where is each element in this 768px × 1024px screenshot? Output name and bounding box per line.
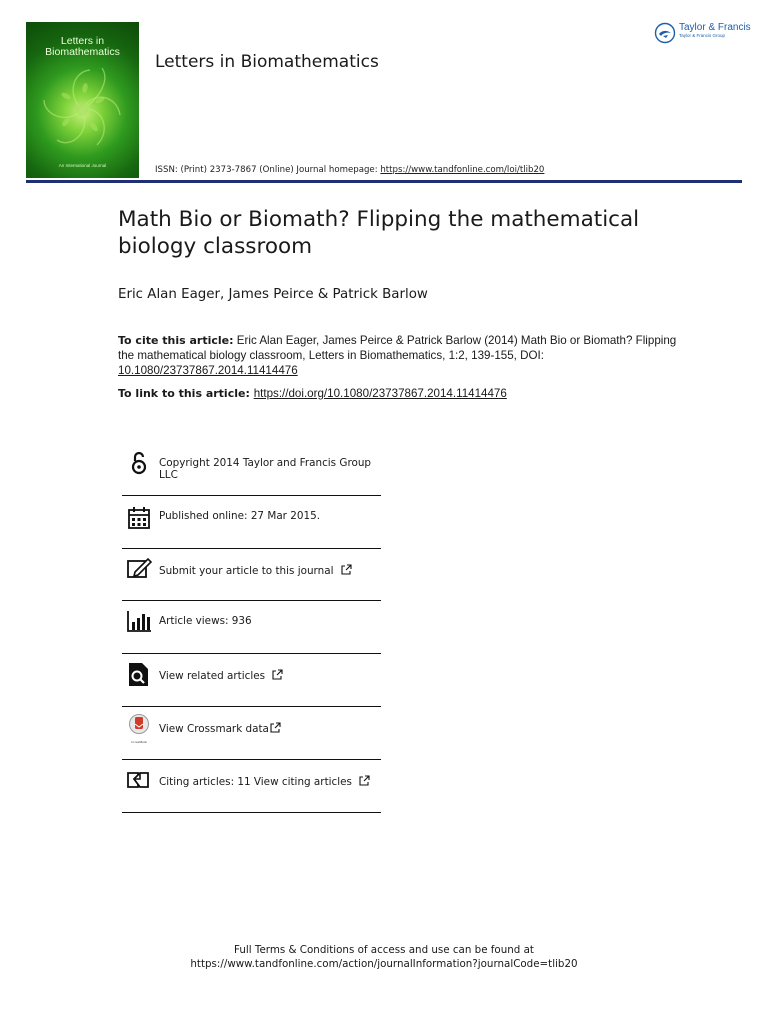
issn-line: [155, 165, 544, 175]
view-related-label: View related articles: [159, 670, 266, 682]
view-related-link[interactable]: [159, 669, 374, 682]
citing-row[interactable]: [122, 760, 381, 813]
calendar-icon: [126, 505, 152, 531]
cover-title-line1: Letters in: [60, 35, 105, 47]
cover-subtitle: An International Journal: [58, 163, 107, 168]
journal-title: Letters in Biomathematics: [155, 52, 379, 72]
cover-title-line2: Biomathematics: [45, 46, 120, 58]
terms-footer: [0, 943, 768, 971]
citing-articles-link[interactable]: [159, 775, 374, 788]
article-link-block: [118, 387, 678, 400]
external-link-icon: [359, 775, 370, 786]
cite-text: Eric Alan Eager, James Peirce & Patrick Barlow (2014) Math Bio or Biomath? Flipping the mathematical biology classroom, Letters in Biomathematics, 1:2, 139-155, DOI:: [118, 334, 677, 362]
terms-link[interactable]: https://www.tandfonline.com/action/journalInformation?journalCode=tlib20: [190, 958, 578, 970]
bar-chart-icon: [126, 608, 152, 634]
cite-label: To cite this article:: [118, 334, 234, 347]
edit-pencil-icon: [126, 556, 152, 582]
open-access-icon: [126, 450, 152, 476]
cover-title: [26, 36, 139, 58]
published-date: Published online: 27 Mar 2015.: [159, 510, 321, 522]
link-label: To link to this article:: [118, 387, 254, 400]
submit-article-link[interactable]: [159, 564, 374, 577]
doi-link[interactable]: 10.1080/23737867.2014.11414476: [118, 364, 298, 377]
crossmark-icon: [126, 713, 152, 739]
external-link-icon: [270, 722, 281, 733]
external-link-icon: [272, 669, 283, 680]
crossmark-row[interactable]: [122, 707, 381, 760]
external-link-icon: [341, 564, 352, 575]
document-search-icon: [126, 661, 152, 687]
publisher-name: Taylor & Francis: [679, 22, 751, 33]
article-doi-url[interactable]: https://doi.org/10.1080/23737867.2014.11414476: [253, 387, 507, 400]
copyright-row: [122, 443, 381, 496]
related-row[interactable]: [122, 654, 381, 707]
cover-spiral-art: [32, 60, 132, 160]
article-views: Article views: 936: [159, 615, 252, 627]
views-row: [122, 601, 381, 654]
taylor-francis-logo-icon: [654, 22, 676, 44]
submit-row[interactable]: [122, 549, 381, 601]
citing-articles-label: Citing articles: 11 View citing articles: [159, 776, 352, 788]
copyright-text: Copyright 2014 Taylor and Francis Group LLC: [159, 457, 372, 481]
published-row: [122, 496, 381, 549]
publisher-group: Taylor & Francis Group: [679, 33, 726, 38]
citing-articles-icon: [126, 767, 152, 793]
article-title: Math Bio or Biomath? Flipping the mathematical biology classroom: [118, 207, 640, 259]
citation-block: [118, 333, 678, 378]
crossmark-logo-text: CrossMark: [131, 740, 147, 744]
footer-line1: Full Terms & Conditions of access and use can be found at: [234, 944, 534, 956]
article-authors: Eric Alan Eager, James Peirce & Patrick Barlow: [118, 287, 428, 302]
issn-text: ISSN: (Print) 2373-7867 (Online) Journal homepage:: [155, 165, 381, 175]
view-crossmark-label: View Crossmark data: [159, 723, 269, 735]
view-crossmark-link[interactable]: [159, 722, 374, 735]
header-divider: [26, 180, 742, 183]
journal-homepage-link[interactable]: https://www.tandfonline.com/loi/tlib20: [380, 165, 545, 175]
publisher-logo[interactable]: [654, 22, 751, 44]
journal-cover: [26, 22, 139, 178]
submit-article-label: Submit your article to this journal: [159, 565, 334, 577]
